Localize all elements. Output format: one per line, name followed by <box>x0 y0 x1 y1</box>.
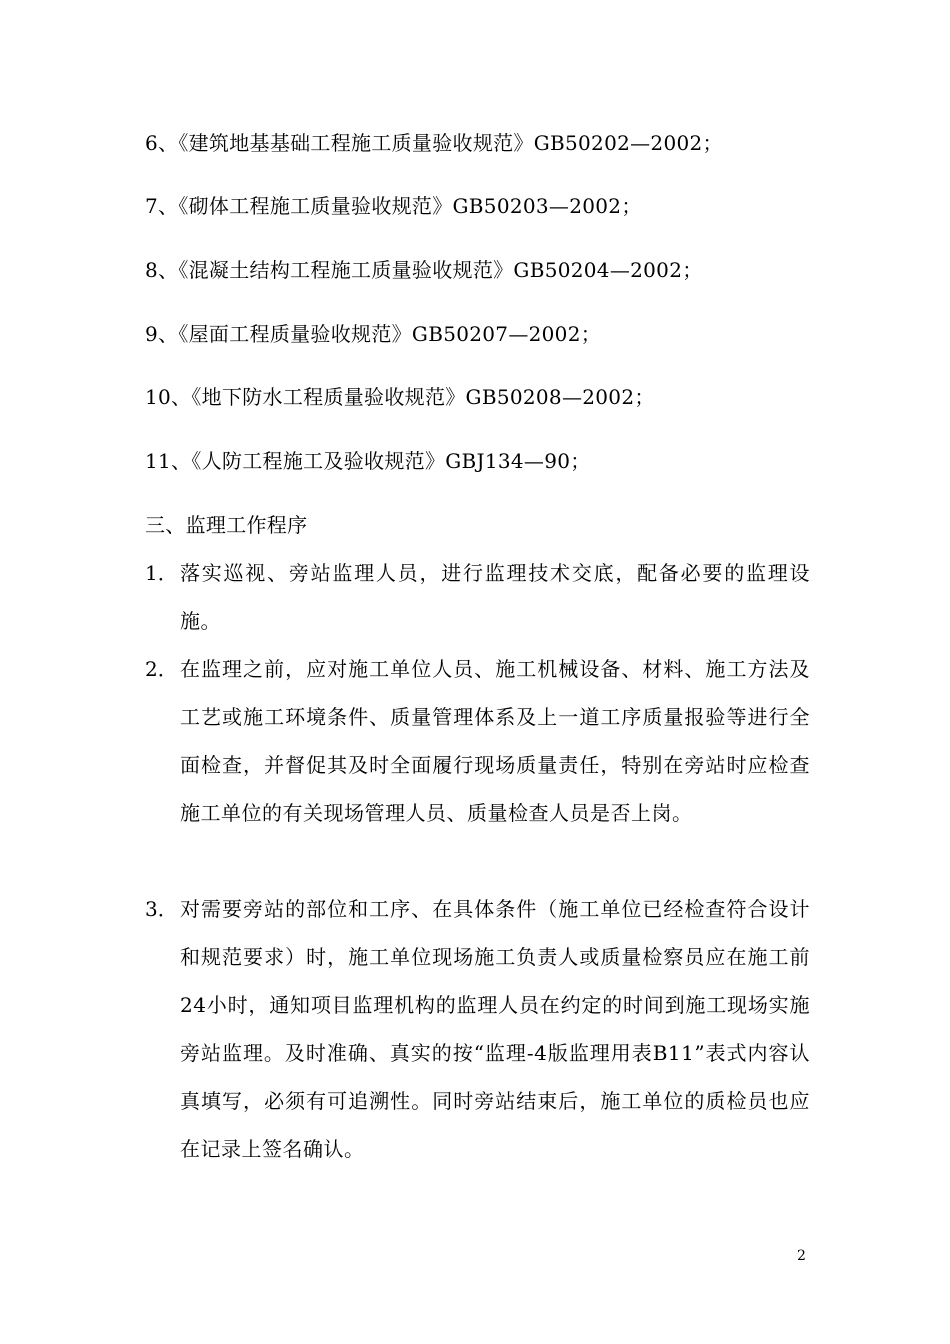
step-number: 2． <box>145 657 178 681</box>
standard-item-11: 11、《人防工程施工及验收规范》GBJ134—90； <box>145 449 591 473</box>
step-number: 3． <box>145 897 178 921</box>
procedure-step-1 <box>145 549 810 645</box>
standard-item-8: 8、《混凝土结构工程施工质量验收规范》GB50204—2002； <box>145 258 703 282</box>
step-text: 落实巡视、旁站监理人员，进行监理技术交底，配备必要的监理设施。 <box>180 561 810 633</box>
procedure-step-3 <box>145 885 810 1173</box>
page-number: 2 <box>797 1248 806 1264</box>
standard-item-9: 9、《屋面工程质量验收规范》GB50207—2002； <box>145 322 602 346</box>
step-text: 对需要旁站的部位和工序、在具体条件（施工单位已经检查符合设计和规范要求）时，施工单位现场施工负责人或质量检察员应在施工前24小时，通知项目监理机构的监理人员在约定的时间到施工现场实施旁站监理。及时准确、真实的按“监理-4版监理用表B11”表式内容认真填写，必须有可追溯性。同时旁站结束后，施工单位的质检员也应在记录上签名确认。 <box>180 897 810 1161</box>
standard-item-7: 7、《砌体工程施工质量验收规范》GB50203—2002； <box>145 194 642 218</box>
step-number: 1． <box>145 561 178 585</box>
standard-item-6: 6、《建筑地基基础工程施工质量验收规范》GB50202—2002； <box>145 131 723 155</box>
step-text: 在监理之前，应对施工单位人员、施工机械设备、材料、施工方法及工艺或施工环境条件、质量管理体系及上一道工序质量报验等进行全面检查，并督促其及时全面履行现场质量责任，特别在旁站时应检查施工单位的有关现场管理人员、质量检查人员是否上岗。 <box>180 657 810 825</box>
procedure-step-2 <box>145 645 810 837</box>
section-heading: 三、监理工作程序 <box>145 513 308 537</box>
standard-item-10: 10、《地下防水工程质量验收规范》GB50208—2002； <box>145 385 655 409</box>
